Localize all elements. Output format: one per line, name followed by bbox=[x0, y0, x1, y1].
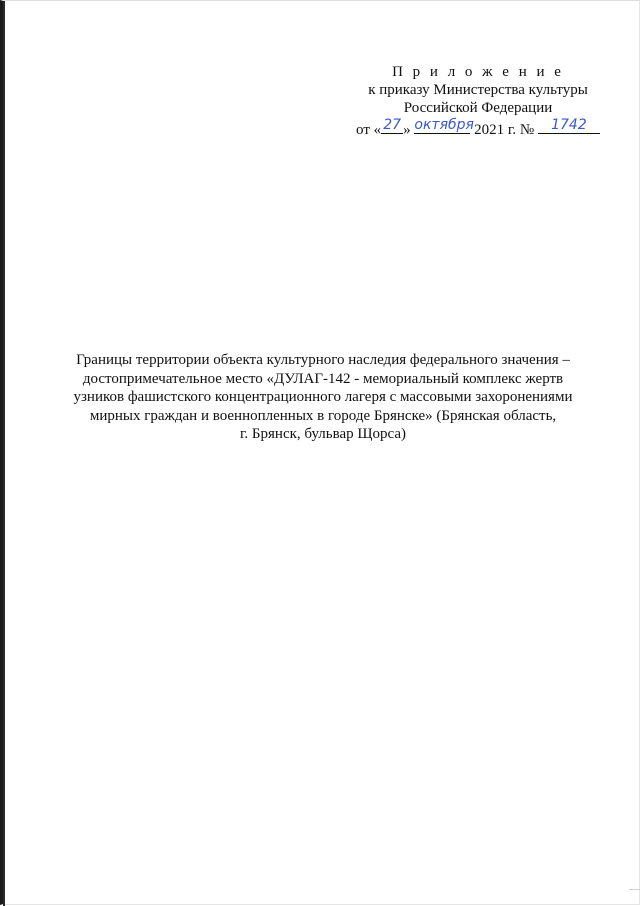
order-number-blank bbox=[538, 117, 600, 134]
title-line: мирных граждан и военнопленных в городе Брянске» (Брянская область, bbox=[89, 407, 557, 424]
appendix-federation: Российской Федерации bbox=[403, 100, 553, 116]
order-month-handwritten: октября bbox=[414, 117, 474, 133]
title-line: Границы территории объекта культурного наследия федерального значения – bbox=[76, 352, 570, 368]
title-line: достопримечательное место «ДУЛАГ-142 - мемориальный комплекс жертв bbox=[82, 370, 564, 387]
order-day-blank bbox=[381, 117, 403, 134]
appendix-order-ref: к приказу Министерства культуры bbox=[368, 82, 588, 98]
order-prefix: от « bbox=[356, 122, 382, 138]
order-year-label: 2021 г. № bbox=[474, 122, 535, 138]
title-line: г. Брянск, бульвар Щорса) bbox=[239, 426, 407, 442]
scan-edge-mark bbox=[3, 1, 5, 906]
order-month-blank bbox=[414, 117, 474, 134]
appendix-heading: П р и л о ж е н и е bbox=[392, 64, 564, 80]
order-date-number-line bbox=[343, 117, 613, 139]
appendix-header bbox=[343, 63, 613, 139]
document-title bbox=[63, 351, 583, 444]
title-line: узников фашистского концентрационного лагеря с массовыми захоронениями bbox=[73, 389, 573, 405]
scan-corner-mark bbox=[629, 889, 640, 890]
order-number-handwritten: 1742 bbox=[551, 117, 587, 133]
order-quote-close: » bbox=[403, 122, 411, 138]
order-day-handwritten: 27 bbox=[383, 117, 402, 133]
